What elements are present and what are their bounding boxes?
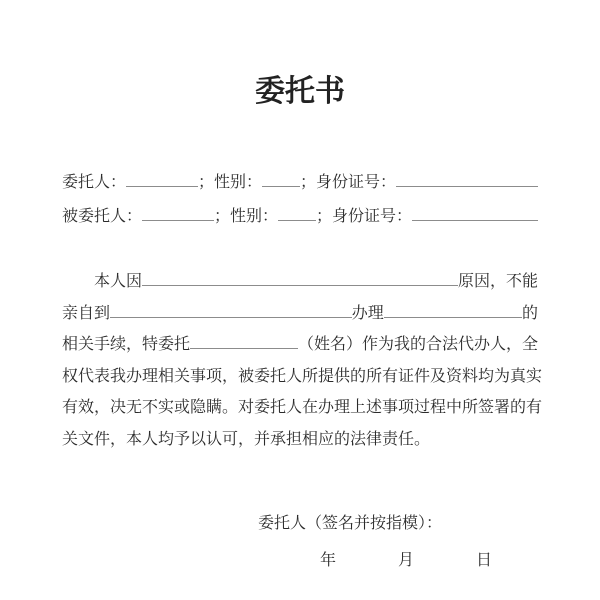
agent-gender-blank [278,205,316,221]
agent-name-fill-blank [190,333,298,349]
body-line-1 [62,266,538,298]
agent-name-label: 被委托人： [62,208,143,225]
date-line [320,550,600,572]
date-year-label: 年 [320,552,337,569]
principal-info-line [62,166,538,200]
body-line2-post: 的 [521,304,538,322]
body-line2-mid: 办理 [351,304,384,322]
body-line-6: 关文件，本人均予以认可，并承担相应的法律责任。 [62,430,431,448]
parties-section [62,166,538,234]
body-line3-pre: 相关手续，特委托 [62,336,191,353]
body-line-5: 有效，决无不实或隐瞒。对委托人在办理上述事项过程中所签署的有 [62,399,543,416]
agent-id-blank [412,205,538,221]
principal-name-label: 委托人： [62,174,127,191]
principal-name-blank [126,171,198,187]
principal-id-blank [396,171,538,187]
principal-gender-blank [262,171,300,187]
matter-blank [384,302,522,318]
body-line1-post: 原因，不能 [457,273,538,290]
body-line2-pre: 亲自到 [62,304,111,322]
agent-info-line [62,200,538,234]
signature-label: 委托人（签名并按指模）： [258,515,443,532]
body-line-3 [62,329,538,361]
body-line-4: 权代表我办理相关事项，被委托人所提供的所有证件及资料均为真实 [62,367,543,385]
principal-id-label: ；身份证号： [300,174,397,191]
body-line3-post: （姓名）作为我的合法代办人，全 [297,336,538,353]
reason-blank [142,270,458,286]
agent-id-label: ；身份证号： [316,208,413,225]
document-title: 委托书 [255,75,345,108]
body-line1-pre: 本人因 [94,273,143,290]
body-line-2 [62,298,538,330]
principal-gender-label: ；性别： [198,174,263,191]
place-blank [110,302,352,318]
date-day-label: 日 [476,552,493,569]
date-month-label: 月 [398,552,415,569]
agent-name-blank [142,205,214,221]
body-paragraph [62,266,543,455]
agent-gender-label: ；性别： [214,208,279,225]
